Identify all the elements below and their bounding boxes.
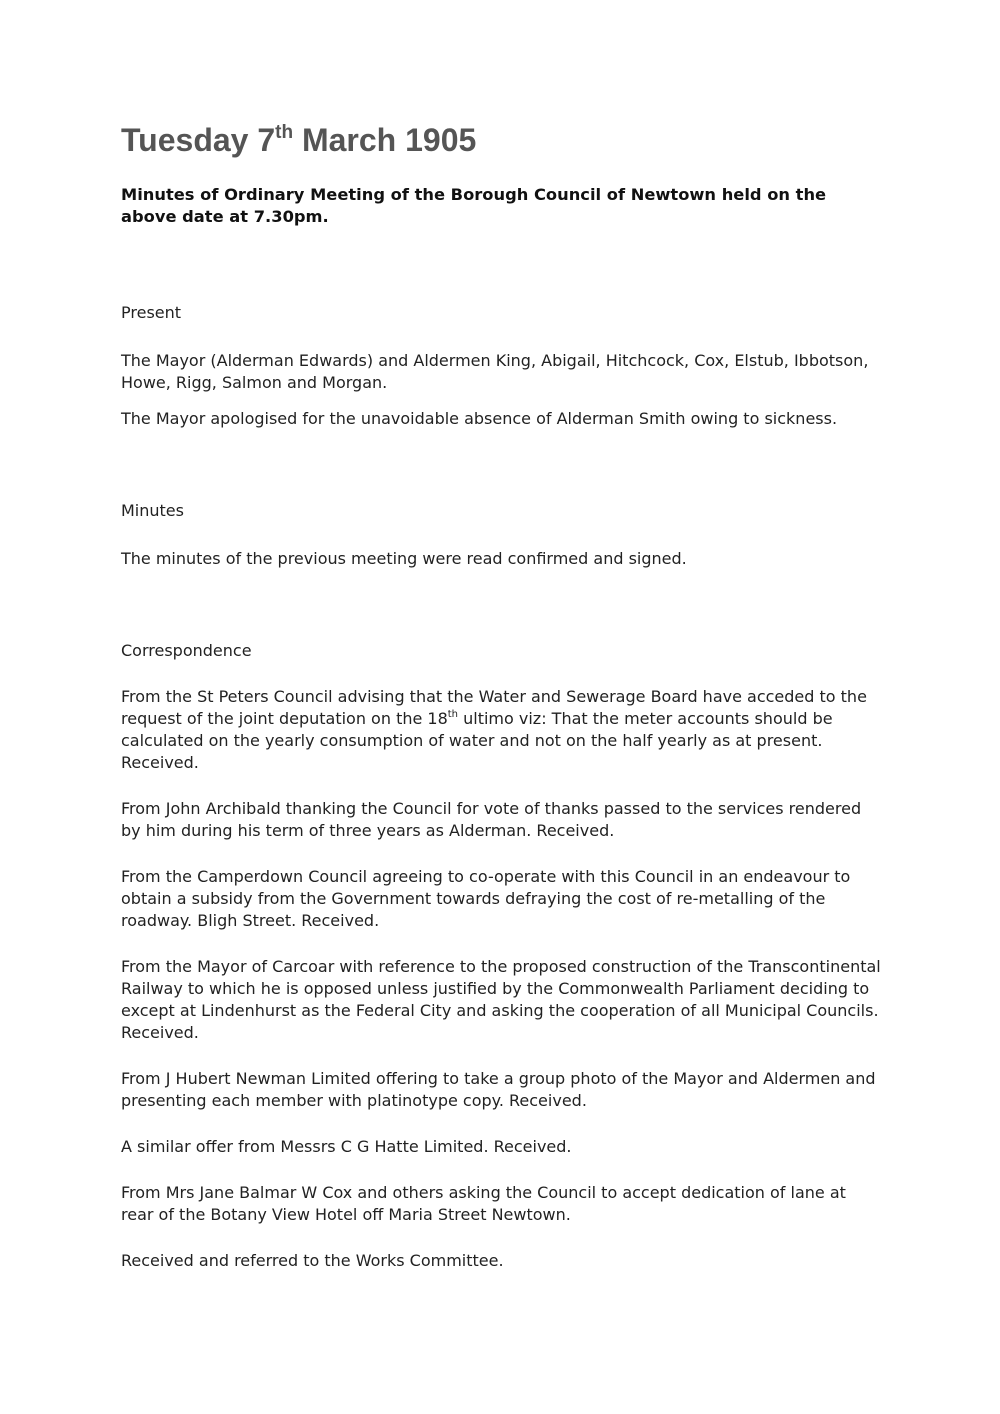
title-superscript: th	[275, 122, 294, 143]
correspondence-item-cox: From Mrs Jane Balmar W Cox and others asking the Council to accept dedication of lane at rear of the Botany View Hotel off Maria Street Newtown.	[121, 1183, 846, 1224]
correspondence-item-archibald: From John Archibald thanking the Council for vote of thanks passed to the services rendered by him during his term of three years as Alderman. Received.	[121, 799, 862, 840]
present-apology: The Mayor apologised for the unavoidable absence of Alderman Smith owing to sickness.	[121, 409, 838, 428]
correspondence-item-hatte: A similar offer from Messrs C G Hatte Limited. Received.	[121, 1137, 572, 1156]
present-attendees: The Mayor (Alderman Edwards) and Aldermen King, Abigail, Hitchcock, Cox, Elstub, Ibbotson, Howe, Rigg, Salmon and Morgan.	[121, 351, 869, 392]
section-heading-present: Present	[121, 303, 182, 322]
meeting-subtitle: Minutes of Ordinary Meeting of the Borough Council of Newtown held on the above date at 7.30pm.	[121, 185, 827, 226]
minutes-confirmed: The minutes of the previous meeting were read confirmed and signed.	[121, 549, 687, 568]
correspondence-item-carcoar: From the Mayor of Carcoar with reference to the proposed construction of the Transcontinental Railway to which he is opposed unless justified by the Commonwealth Parliament deciding to except at Lindenhurst as the Federal City and asking the cooperation of all Municipal Councils. Received.	[121, 957, 881, 1042]
document-page	[121, 118, 881, 1272]
correspondence-item-camperdown: From the Camperdown Council agreeing to co-operate with this Council in an endeavour to obtain a subsidy from the Government towards defraying the cost of re-metalling of the roadway. Bligh Street. Received.	[121, 867, 851, 930]
correspondence-referral: Received and referred to the Works Committee.	[121, 1251, 504, 1270]
section-heading-correspondence: Correspondence	[121, 641, 252, 660]
section-heading-minutes: Minutes	[121, 501, 184, 520]
correspondence-item-st-peters: From the St Peters Council advising that the Water and Sewerage Board have acceded to the request of the joint deputation on the 18th ultimo viz: That the meter accounts should be calculated on the yearly consumption of water and not on the half yearly as at present. Received.	[121, 687, 867, 772]
correspondence-item-newman: From J Hubert Newman Limited offering to take a group photo of the Mayor and Aldermen and presenting each member with platinotype copy. Received.	[121, 1069, 876, 1110]
page-title: Tuesday 7th March 1905	[121, 122, 477, 158]
